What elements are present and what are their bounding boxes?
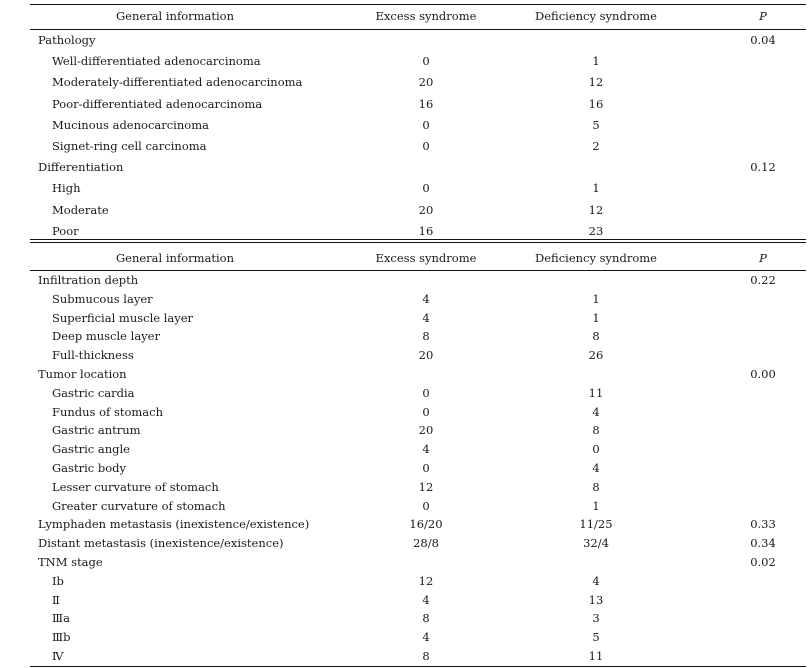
row-label: Moderate [52,202,109,217]
table-row [30,459,806,478]
cell-p-value: 0.22 [750,273,776,287]
cell-excess: 0 [422,498,430,513]
cell-deficiency: 5 [592,117,600,132]
table-row [30,72,806,93]
cell-excess: 0 [422,460,430,475]
cell-deficiency: 1 [592,54,600,69]
cell-excess: 8 [422,329,430,344]
row-label: Pathology [38,33,96,47]
cell-deficiency: 1 [592,498,600,513]
row-label: Well-differentiated adenocarcinoma [52,54,261,69]
cell-deficiency: 8 [592,479,600,494]
table-row [30,51,806,72]
table-row [30,365,806,384]
row-label: High [52,181,81,196]
table-row [30,609,806,628]
table-body [30,30,806,242]
row-label: Mucinous adenocarcinoma [52,117,209,132]
cell-p-value: 0.34 [750,536,776,551]
cell-deficiency: 2 [592,138,600,153]
table-row [30,440,806,459]
row-label: Gastric cardia [52,385,135,400]
cell-deficiency: 11 [588,385,604,400]
header-excess: Excess syndrome [375,9,477,23]
cell-excess: 8 [422,611,430,626]
row-label: Ⅲa [52,611,70,626]
cell-p-value: 0.00 [750,366,776,381]
cell-deficiency: 16 [588,96,604,111]
table-row [30,271,806,290]
row-label: Poor [52,223,79,238]
cell-p-value: 0.33 [750,517,776,532]
cell-deficiency: 13 [588,592,604,607]
row-label: Fundus of stomach [52,404,164,419]
row-label: Gastric body [52,460,126,475]
row-label: Superficial muscle layer [52,310,194,325]
table-row [30,647,806,666]
cell-excess: 0 [422,138,430,153]
cell-p-value: 0.04 [750,33,776,47]
table-row [30,136,806,157]
cell-deficiency: 4 [592,460,600,475]
cell-excess: 20 [418,75,434,90]
header-row [30,246,806,270]
cell-deficiency: 12 [588,202,604,217]
table-row [30,200,806,221]
row-label: Greater curvature of stomach [52,498,226,513]
row-label: Submucous layer [52,291,153,306]
row-label: Distant metastasis (inexistence/existence) [38,536,284,551]
table-row [30,346,806,365]
table-staging [30,246,806,667]
table-row [30,553,806,572]
cell-excess: 0 [422,385,430,400]
table-row [30,478,806,497]
row-label: Ⅰb [52,573,64,588]
row-label: Differentiation [38,160,124,175]
cell-excess: 16/20 [409,517,443,532]
cell-excess: 20 [418,423,434,438]
row-label: Full-thickness [52,348,134,363]
table-row [30,628,806,647]
cell-p-value: 0.02 [750,554,776,569]
table-pathology [30,4,806,242]
table-row [30,403,806,422]
cell-p-value: 0.12 [750,160,776,175]
cell-excess: 4 [422,442,430,457]
header-row [30,5,806,29]
cell-deficiency: 8 [592,329,600,344]
cell-excess: 28/8 [413,536,439,551]
cell-excess: 12 [418,479,434,494]
cell-excess: 16 [418,223,434,238]
cell-excess: 4 [422,310,430,325]
cell-deficiency: 4 [592,404,600,419]
row-label: Lesser curvature of stomach [52,479,219,494]
row-label: Moderately-differentiated adenocarcinoma [52,75,303,90]
table-row [30,327,806,346]
row-label: Gastric angle [52,442,130,457]
cell-deficiency: 5 [592,630,600,645]
table-row [30,94,806,115]
table-row [30,421,806,440]
cell-deficiency: 23 [588,223,604,238]
cell-deficiency: 3 [592,611,600,626]
table-row [30,497,806,516]
row-label: Ⅲb [52,630,71,645]
cell-excess: 20 [418,348,434,363]
table-body [30,271,806,666]
header-excess: Excess syndrome [375,251,477,265]
cell-deficiency: 8 [592,423,600,438]
table-row [30,591,806,610]
table-row [30,115,806,136]
cell-excess: 20 [418,202,434,217]
cell-deficiency: 32/4 [583,536,609,551]
cell-excess: 0 [422,404,430,419]
header-p: P [759,251,767,265]
cell-deficiency: 1 [592,291,600,306]
cell-deficiency: 0 [592,442,600,457]
cell-deficiency: 12 [588,75,604,90]
table-row [30,572,806,591]
cell-excess: 16 [418,96,434,111]
cell-excess: 0 [422,181,430,196]
cell-deficiency: 11 [588,648,604,663]
bottom-rule [30,666,806,667]
table-row [30,309,806,328]
row-label: Ⅳ [52,648,64,663]
table-row [30,290,806,309]
cell-deficiency: 11/25 [579,517,613,532]
table-row [30,515,806,534]
row-label: Tumor location [38,366,127,381]
table-row [30,30,806,51]
row-label: Infiltration depth [38,273,139,287]
table-row [30,157,806,178]
header-general: General information [115,251,235,265]
header-p: P [759,9,767,23]
cell-deficiency: 26 [588,348,604,363]
table-row [30,178,806,199]
header-deficiency: Deficiency syndrome [535,9,657,23]
cell-excess: 8 [422,648,430,663]
cell-deficiency: 1 [592,310,600,325]
cell-excess: 0 [422,54,430,69]
cell-deficiency: 1 [592,181,600,196]
cell-excess: 12 [418,573,434,588]
table-row [30,384,806,403]
row-label: Deep muscle layer [52,329,160,344]
row-label: Poor-differentiated adenocarcinoma [52,96,263,111]
double-rule [30,239,806,243]
row-label: Signet-ring cell carcinoma [52,138,207,153]
header-general: General information [115,9,235,23]
row-label: Lymphaden metastasis (inexistence/existence) [38,517,310,532]
row-label: Ⅱ [52,592,60,607]
cell-excess: 0 [422,117,430,132]
row-label: Gastric antrum [52,423,141,438]
cell-excess: 4 [422,592,430,607]
cell-excess: 4 [422,291,430,306]
header-deficiency: Deficiency syndrome [535,251,657,265]
cell-deficiency: 4 [592,573,600,588]
row-label: TNM stage [38,554,103,569]
table-row [30,534,806,553]
cell-excess: 4 [422,630,430,645]
